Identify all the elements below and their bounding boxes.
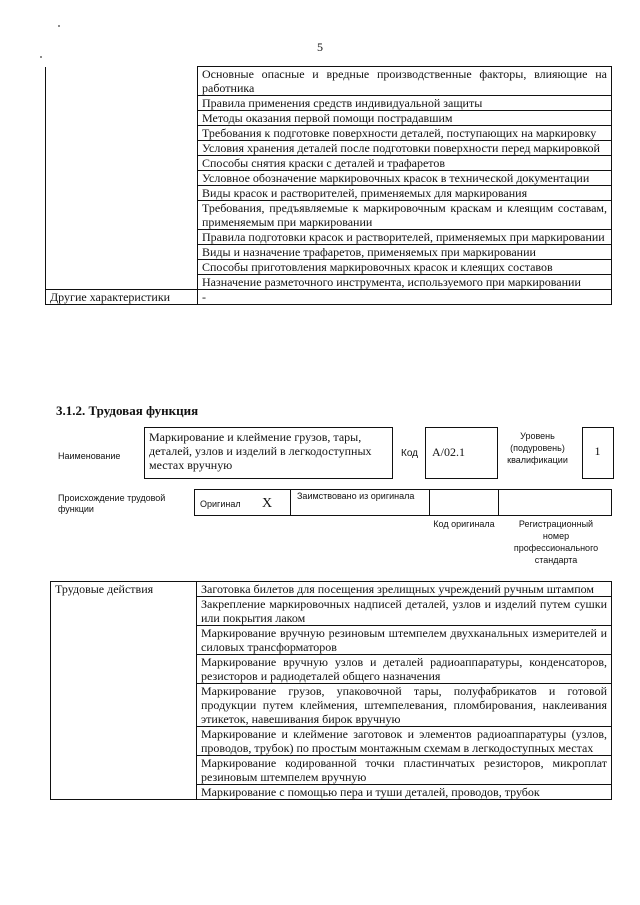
requirements-label-cell xyxy=(46,67,198,290)
origin-divider xyxy=(429,489,430,516)
other-characteristics-label: Другие характеристики xyxy=(46,290,198,305)
code-origin-caption: Код оригинала xyxy=(433,519,495,529)
labor-action-item: Заготовка билетов для посещения зрелищных учреждений ручным штампом xyxy=(197,582,612,597)
registration-number-caption: Регистрационный номер профессионального стандарта xyxy=(513,519,599,565)
requirement-item: Правила подготовки красок и растворителей, применяемых при маркировании xyxy=(198,230,612,245)
original-mark: X xyxy=(262,496,273,511)
qualification-level-label: Уровень (подуровень) квалификации xyxy=(507,431,568,465)
scan-dot xyxy=(40,56,42,58)
requirement-item: Виды красок и растворителей, применяемых для маркирования xyxy=(198,186,612,201)
requirements-table xyxy=(45,66,612,305)
function-name-value: Маркирование и клеймение грузов, тары, деталей, узлов и изделий в легкодоступных местах вручную xyxy=(149,430,372,472)
table-row xyxy=(51,582,612,597)
labor-action-item: Маркирование грузов, упаковочной тары, полуфабрикатов и готовой продукции путем клеймения, штемпелевания, пломбирования, наклеивания этикеток, навешивания бирок вручную xyxy=(197,684,612,727)
section-heading: 3.1.2. Трудовая функция xyxy=(56,403,199,418)
labor-actions-label: Трудовые действия xyxy=(51,582,197,800)
labor-action-item: Маркирование вручную резиновым штемпелем двухканальных измерителей и силовых трансформаторов xyxy=(197,626,612,655)
labor-action-item: Закрепление маркировочных надписей деталей, узлов и изделий путем сушки или покрытия лаком xyxy=(197,597,612,626)
requirement-item: Основные опасные и вредные производственные факторы, влияющие на работника xyxy=(198,67,612,96)
origin-label: Происхождение трудовой функции xyxy=(58,493,166,514)
requirement-item: Виды и назначение трафаретов, применяемых при маркировании xyxy=(198,245,612,260)
borrowed-label: Заимствовано из оригинала xyxy=(297,491,415,501)
qualification-level-value: 1 xyxy=(594,444,601,458)
origin-divider xyxy=(498,489,499,516)
table-row xyxy=(46,67,612,96)
requirement-item: Назначение разметочного инструмента, используемого при маркировании xyxy=(198,275,612,290)
labor-action-item: Маркирование вручную узлов и деталей радиоаппаратуры, конденсаторов, резисторов и радиодеталей общего назначения xyxy=(197,655,612,684)
other-characteristics-value: - xyxy=(198,290,612,305)
requirement-item: Способы приготовления маркировочных красок и клеящих составов xyxy=(198,260,612,275)
labor-actions-table xyxy=(50,581,612,800)
requirement-item: Условное обозначение маркировочных красок в технической документации xyxy=(198,171,612,186)
origin-divider xyxy=(290,489,291,516)
requirement-item: Требования, предъявляемые к маркировочным краскам и клеящим составам, применяемым при маркировании xyxy=(198,201,612,230)
original-label: Оригинал xyxy=(200,499,241,509)
requirement-item: Условия хранения деталей после подготовки поверхности перед маркировкой xyxy=(198,141,612,156)
scan-dot xyxy=(58,25,60,27)
labor-action-item: Маркирование кодированной точки пластинчатых резисторов, микроплат резиновым штемпелем вручную xyxy=(197,756,612,785)
name-label: Наименование xyxy=(58,451,121,461)
page-number: 5 xyxy=(317,40,323,54)
requirement-item: Методы оказания первой помощи пострадавшим xyxy=(198,111,612,126)
requirement-item: Способы снятия краски с деталей и трафаретов xyxy=(198,156,612,171)
labor-action-item: Маркирование с помощью пера и туши деталей, проводов, трубок xyxy=(197,785,612,800)
table-row xyxy=(46,290,612,305)
labor-action-item: Маркирование и клеймение заготовок и элементов радиоаппаратуры (узлов, проводов, трубок) по простым монтажным схемам в легкодоступных местах xyxy=(197,727,612,756)
code-label: Код xyxy=(401,448,419,459)
code-value: А/02.1 xyxy=(432,445,465,459)
requirement-item: Требования к подготовке поверхности деталей, поступающих на маркировку xyxy=(198,126,612,141)
requirement-item: Правила применения средств индивидуальной защиты xyxy=(198,96,612,111)
